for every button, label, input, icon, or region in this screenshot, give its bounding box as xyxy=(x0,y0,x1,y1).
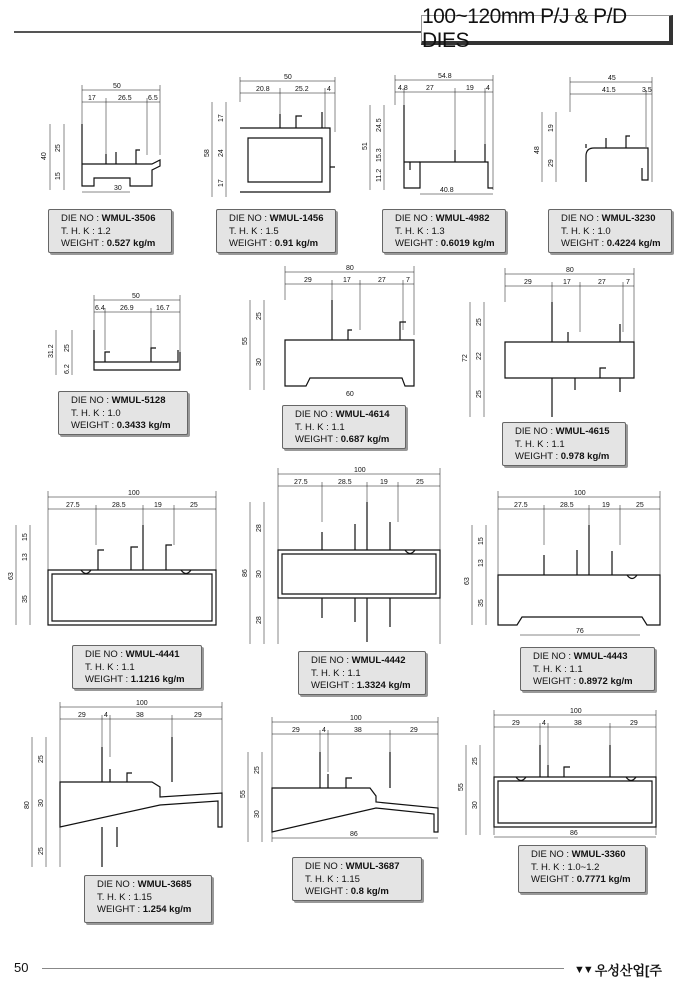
dimension-label: 22 xyxy=(476,352,483,360)
company-brand xyxy=(574,960,662,979)
dimension-label: 7 xyxy=(406,277,410,284)
profile-svg xyxy=(240,260,420,400)
dimension-label: 41.5 xyxy=(602,87,616,94)
dimension-label: 100 xyxy=(136,700,148,707)
dimension-label: 80 xyxy=(346,265,354,272)
dimension-label: 100 xyxy=(354,467,366,474)
profile-svg xyxy=(238,712,448,852)
dimension-label: 4 xyxy=(486,85,490,92)
dimension-label: 25 xyxy=(256,312,263,320)
dimension-label: 35 xyxy=(22,595,29,603)
profile-drawing xyxy=(360,70,500,200)
dimension-label: 15 xyxy=(22,533,29,541)
dimension-label: 28.5 xyxy=(560,502,574,509)
dimension-label: 48 xyxy=(534,146,541,154)
dimension-label: 25 xyxy=(476,390,483,398)
dimension-label: 25.2 xyxy=(295,86,309,93)
profile-drawing xyxy=(462,485,672,640)
dimension-label: 27 xyxy=(598,279,606,286)
dimension-label: 51 xyxy=(362,142,369,150)
profile-svg xyxy=(240,462,450,652)
dimension-label: 30 xyxy=(472,801,479,809)
dimension-label: 86 xyxy=(242,569,249,577)
profile-drawing xyxy=(456,705,666,845)
profile-drawing xyxy=(238,712,448,852)
die-info-card: DIE NO : WMUL-4441 T. H. K : 1.1 WEIGHT : 1.1216 kg/m xyxy=(72,645,202,689)
dimension-label: 15.3 xyxy=(376,148,383,162)
dimension-label: 55 xyxy=(458,783,465,791)
profile-drawing xyxy=(6,485,226,635)
dimension-label: 25 xyxy=(38,847,45,855)
dimension-label: 80 xyxy=(566,267,574,274)
dimension-label: 28.5 xyxy=(338,479,352,486)
dimension-label: 19 xyxy=(154,502,162,509)
die-info-card: DIE NO : WMUL-4614 T. H. K : 1.1 WEIGHT : 0.687 kg/m xyxy=(282,405,406,449)
profile-drawing xyxy=(530,72,660,197)
profile-svg xyxy=(462,485,672,640)
dimension-label: 30 xyxy=(256,570,263,578)
dimension-label: 35 xyxy=(478,599,485,607)
dimension-label: 29 xyxy=(304,277,312,284)
dimension-label: 100 xyxy=(350,715,362,722)
profile-svg xyxy=(6,485,226,635)
dimension-label: 6.5 xyxy=(148,95,158,102)
dimension-label: 28 xyxy=(256,524,263,532)
dimension-label: 13 xyxy=(478,559,485,567)
dimension-label: 24.5 xyxy=(376,118,383,132)
dimension-label: 30 xyxy=(256,358,263,366)
dimension-label: 38 xyxy=(354,727,362,734)
dimension-label: 29 xyxy=(548,159,555,167)
dimension-label: 29 xyxy=(194,712,202,719)
dimension-label: 40 xyxy=(41,152,48,160)
dimension-label: 27.5 xyxy=(294,479,308,486)
dimension-label: 27.5 xyxy=(66,502,80,509)
dimension-label: 17 xyxy=(563,279,571,286)
dimension-label: 25 xyxy=(64,344,71,352)
dimension-label: 4 xyxy=(322,727,326,734)
dimension-label: 7 xyxy=(626,279,630,286)
dimension-label: 100 xyxy=(574,490,586,497)
dimension-label: 28 xyxy=(256,616,263,624)
dimension-label: 25 xyxy=(190,502,198,509)
profile-drawing xyxy=(240,462,450,652)
header-rule xyxy=(14,31,424,33)
die-info-card: DIE NO : WMUL-4442 T. H. K : 1.1 WEIGHT : 1.3324 kg/m xyxy=(298,651,426,695)
profile-svg xyxy=(460,262,640,422)
dimension-label: 24 xyxy=(218,149,225,157)
profile-drawing xyxy=(460,262,640,422)
dimension-label: 58 xyxy=(204,149,211,157)
dimension-label: 29 xyxy=(524,279,532,286)
dimension-label: 28.5 xyxy=(112,502,126,509)
dimension-label: 29 xyxy=(630,720,638,727)
die-info-card: DIE NO : WMUL-3506 T. H. K : 1.2 WEIGHT : 0.527 kg/m xyxy=(48,209,172,253)
dimension-label: 72 xyxy=(462,354,469,362)
dimension-label: 54.8 xyxy=(438,73,452,80)
dimension-label: 50 xyxy=(113,83,121,90)
dimension-label: 20.8 xyxy=(256,86,270,93)
dimension-label: 55 xyxy=(240,790,247,798)
dimension-label: 60 xyxy=(346,391,354,398)
dimension-label: 27 xyxy=(426,85,434,92)
dimension-label: 4 xyxy=(327,86,331,93)
dimension-label: 16.7 xyxy=(156,305,170,312)
die-info-card: DIE NO : WMUL-3230 T. H. K : 1.0 WEIGHT : 0.4224 kg/m xyxy=(548,209,672,253)
profile-svg xyxy=(530,72,660,197)
profile-svg xyxy=(360,70,500,200)
die-info-card: DIE NO : WMUL-3687 T. H. K : 1.15 WEIGHT : 0.8 kg/m xyxy=(292,857,422,901)
dimension-label: 86 xyxy=(350,831,358,838)
dimension-label: 25 xyxy=(472,757,479,765)
dimension-label: 29 xyxy=(410,727,418,734)
dimension-label: 17 xyxy=(218,179,225,187)
dimension-label: 19 xyxy=(466,85,474,92)
dimension-label: 19 xyxy=(602,502,610,509)
dimension-label: 86 xyxy=(570,830,578,837)
profile-drawing xyxy=(200,72,350,202)
profile-svg xyxy=(22,697,232,872)
profile-drawing xyxy=(22,697,232,872)
dimension-label: 4 xyxy=(104,712,108,719)
dimension-label: 26.5 xyxy=(118,95,132,102)
dimension-label: 3.5 xyxy=(642,87,652,94)
dimension-label: 17 xyxy=(88,95,96,102)
profile-svg xyxy=(40,290,190,385)
dimension-label: 80 xyxy=(24,801,31,809)
dimension-label: 4.8 xyxy=(398,85,408,92)
dimension-label: 29 xyxy=(292,727,300,734)
dimension-label: 27 xyxy=(378,277,386,284)
dimension-label: 50 xyxy=(132,293,140,300)
die-info-card: DIE NO : WMUL-4443 T. H. K : 1.1 WEIGHT : 0.8972 kg/m xyxy=(520,647,655,691)
dimension-label: 19 xyxy=(548,124,555,132)
dimension-label: 38 xyxy=(136,712,144,719)
dimension-label: 29 xyxy=(512,720,520,727)
dimension-label: 6.4 xyxy=(95,305,105,312)
dimension-label: 17 xyxy=(343,277,351,284)
dimension-label: 30 xyxy=(114,185,122,192)
dimension-label: 4 xyxy=(542,720,546,727)
page-number: 50 xyxy=(14,960,29,975)
dimension-label: 11.2 xyxy=(376,168,383,182)
die-info-card: DIE NO : WMUL-3685 T. H. K : 1.15 WEIGHT : 1.254 kg/m xyxy=(84,875,212,923)
die-info-card: DIE NO : WMUL-3360 T. H. K : 1.0~1.2 WEIGHT : 0.7771 kg/m xyxy=(518,845,646,893)
company-name: 우성산업[주 xyxy=(594,963,662,978)
dimension-label: 25 xyxy=(416,479,424,486)
dimension-label: 6.2 xyxy=(64,364,71,374)
profile-svg xyxy=(40,80,170,200)
dimension-label: 25 xyxy=(38,755,45,763)
dimension-label: 38 xyxy=(574,720,582,727)
dimension-label: 63 xyxy=(8,572,15,580)
die-info-card: DIE NO : WMUL-4982 T. H. K : 1.3 WEIGHT : 0.6019 kg/m xyxy=(382,209,506,253)
dimension-label: 63 xyxy=(464,577,471,585)
dimension-label: 50 xyxy=(284,74,292,81)
dimension-label: 25 xyxy=(476,318,483,326)
dimension-label: 30 xyxy=(38,799,45,807)
dimension-label: 25 xyxy=(636,502,644,509)
dimension-label: 29 xyxy=(78,712,86,719)
dimension-label: 25 xyxy=(254,766,261,774)
dimension-label: 13 xyxy=(22,553,29,561)
dimension-label: 15 xyxy=(55,172,62,180)
dimension-label: 76 xyxy=(576,628,584,635)
dimension-label: 55 xyxy=(242,337,249,345)
profile-svg xyxy=(456,705,666,845)
dimension-label: 19 xyxy=(380,479,388,486)
dimension-label: 31.2 xyxy=(48,344,55,358)
dimension-label: 100 xyxy=(570,708,582,715)
profile-drawing xyxy=(240,260,420,400)
profile-drawing xyxy=(40,80,170,200)
die-info-card: DIE NO : WMUL-5128 T. H. K : 1.0 WEIGHT : 0.3433 kg/m xyxy=(58,391,188,435)
profile-drawing xyxy=(40,290,190,385)
dimension-label: 27.5 xyxy=(514,502,528,509)
dimension-label: 25 xyxy=(55,144,62,152)
page-title: 100~120mm P/J & P/D DIES xyxy=(421,15,673,45)
dimension-label: 15 xyxy=(478,537,485,545)
die-info-card: DIE NO : WMUL-1456 T. H. K : 1.5 WEIGHT : 0.91 kg/m xyxy=(216,209,336,253)
dimension-label: 100 xyxy=(128,490,140,497)
dimension-label: 26.9 xyxy=(120,305,134,312)
dimension-label: 30 xyxy=(254,810,261,818)
dimension-label: 17 xyxy=(218,114,225,122)
profile-svg xyxy=(200,72,350,202)
die-info-card: DIE NO : WMUL-4615 T. H. K : 1.1 WEIGHT : 0.978 kg/m xyxy=(502,422,626,466)
dimension-label: 45 xyxy=(608,75,616,82)
footer-rule xyxy=(42,968,564,969)
company-logo-icon: ▼▼ xyxy=(574,963,592,976)
dimension-label: 40.8 xyxy=(440,187,454,194)
